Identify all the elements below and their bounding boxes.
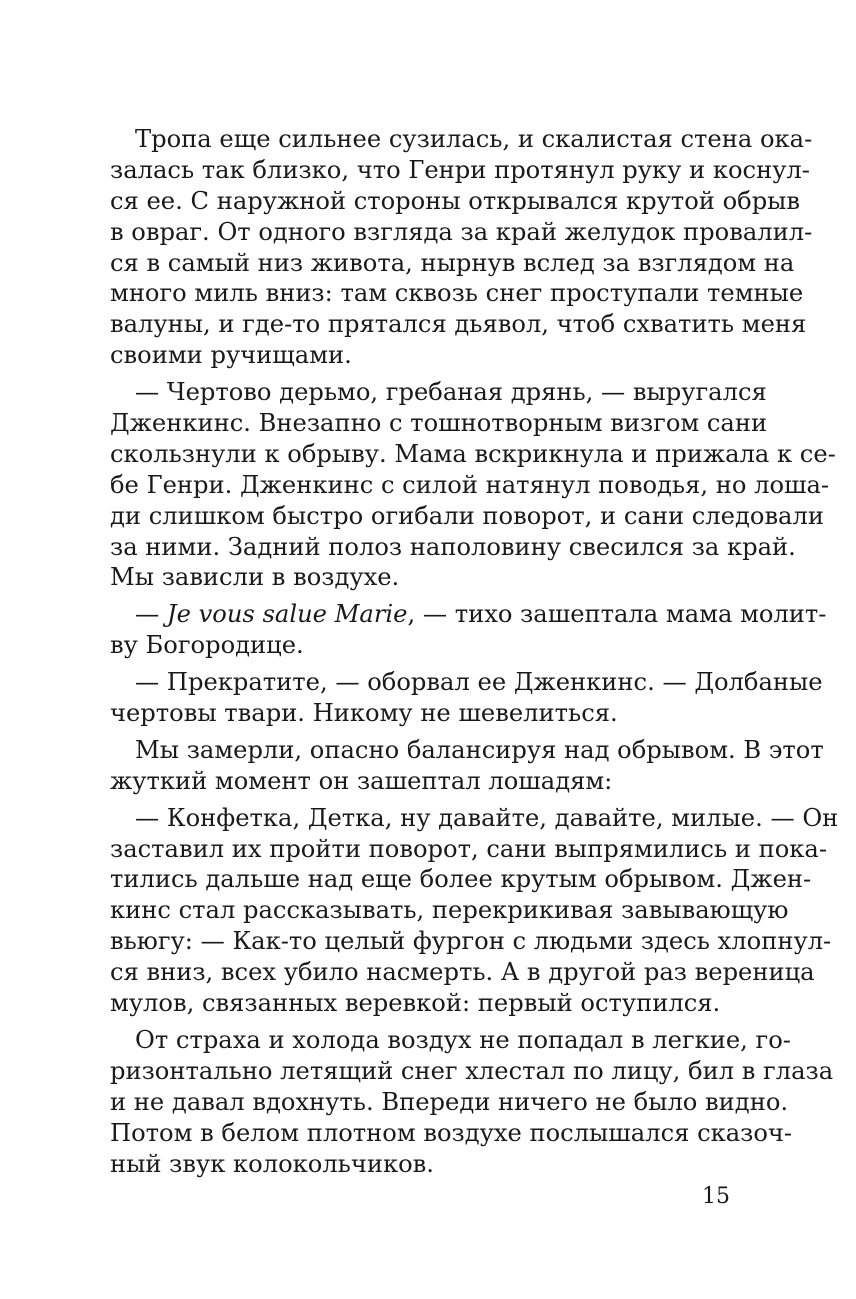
text-line: ди слишком быстро огибали поворот, и сани следовали [110, 501, 824, 530]
text-line: заставил их пройти поворот, сани выпрямились и пока- [110, 834, 828, 863]
paragraph [110, 124, 813, 371]
text-line: залась так близко, что Генри протянул руку и коснул- [110, 155, 810, 184]
paragraph [110, 735, 824, 797]
text-line: много миль вниз: там сквозь снег проступали темные [110, 279, 804, 308]
italic-prayer: Je vous salue Marie [166, 600, 408, 629]
text-line: ся ее. С наружной стороны открывался крутой обрыв [110, 186, 801, 215]
text-line: скользнули к обрыву. Мама вскрикнула и прижала к се- [110, 439, 836, 468]
page-number: 15 [702, 1184, 730, 1209]
text-line: в овраг. От одного взгляда за край желудок провалил- [110, 217, 813, 246]
text-line: — Конфетка, Детка, ну давайте, давайте, милые. — Он [135, 803, 839, 832]
text-line: валуны, и где-то прятался дьявол, чтоб схватить меня [110, 310, 807, 339]
text-line: ный звук колокольчиков. [110, 1149, 434, 1178]
text-line: От страха и холода воздух не попадал в легкие, го- [135, 1025, 791, 1054]
text-line: жуткий момент он зашептал лошадям: [110, 766, 613, 795]
text-line: — Чертово дерьмо, гребаная дрянь, — выругался [135, 378, 767, 407]
text-line: Тропа еще сильнее сузилась, и скалистая стена ока- [135, 125, 813, 153]
text-line: чертовы твари. Никому не шевелиться. [110, 699, 618, 728]
text-line: ся вниз, всех убило насмерть. А в другой раз вереница [110, 958, 815, 987]
paragraph [110, 599, 827, 661]
book-page-text [110, 124, 839, 1179]
text-line: бе Генри. Дженкинс с силой натянул поводья, но лоша- [110, 470, 830, 499]
text-line: тились дальше над еще более крутым обрывом. Джен- [110, 865, 812, 894]
paragraph [110, 803, 839, 1019]
text-line: ся в самый низ живота, нырнув вслед за взглядом на [110, 248, 795, 277]
dash-prefix: — [135, 600, 167, 629]
paragraph [110, 1025, 834, 1179]
text-line: — Прекратите, — оборвал ее Дженкинс. — Долбаные [135, 668, 823, 697]
text-line: Мы замерли, опасно балансируя над обрывом. В этот [135, 735, 824, 764]
text-line: и не давал вдохнуть. Впереди ничего не было видно. [110, 1087, 789, 1116]
paragraph [110, 377, 836, 593]
text-line: ву Богородице. [110, 631, 304, 660]
text-line: за ними. Задний полоз наполовину свесился за край. [110, 532, 796, 561]
text-line: Мы зависли в воздухе. [110, 563, 400, 592]
text-line: своими ручищами. [110, 341, 352, 370]
text-line: Потом в белом плотном воздухе послышался сказоч- [110, 1118, 793, 1147]
text-line: ризонтально летящий снег хлестал по лицу, бил в глаза [110, 1056, 834, 1085]
text-line: кинс стал рассказывать, перекрикивая завывающую [110, 896, 789, 925]
text-line: мулов, связанных веревкой: первый оступился. [110, 989, 721, 1018]
text-line: вьюгу: — Как-то целый фургон с людьми здесь хлопнул- [110, 927, 832, 956]
paragraph [110, 667, 823, 729]
text-line: Дженкинс. Внезапно с тошнотворным визгом сани [110, 409, 768, 438]
line-continuation: , — тихо зашептала мама молит- [407, 600, 827, 629]
text-line [110, 599, 827, 630]
